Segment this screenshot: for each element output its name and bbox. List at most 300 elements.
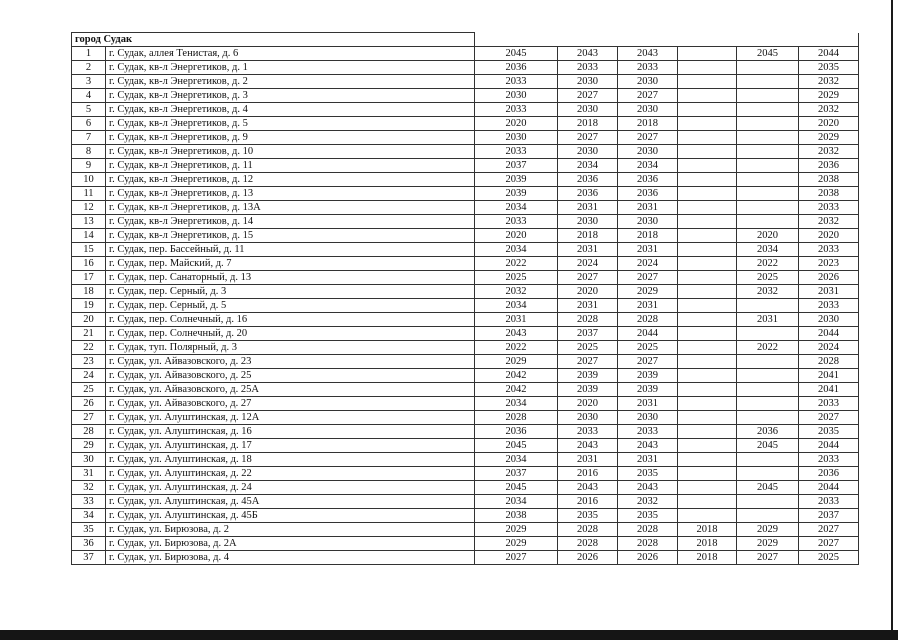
section-header-row — [72, 33, 859, 47]
scan-edge-bottom — [0, 630, 898, 640]
year-cell-4 — [678, 341, 737, 355]
year-cell-4 — [678, 439, 737, 453]
housing-schedule-table — [71, 32, 859, 565]
year-cell-6: 2033 — [799, 243, 859, 257]
year-cell-1: 2025 — [475, 271, 558, 285]
year-cell-3: 2039 — [618, 383, 678, 397]
address-cell: г. Судак, аллея Тенистая, д. 6 — [106, 47, 475, 61]
row-number: 3 — [72, 75, 106, 89]
table-row — [72, 243, 859, 257]
year-cell-4 — [678, 383, 737, 397]
year-cell-4 — [678, 285, 737, 299]
table-row — [72, 397, 859, 411]
year-cell-4 — [678, 131, 737, 145]
year-cell-5 — [737, 495, 799, 509]
table-row — [72, 467, 859, 481]
table-row — [72, 103, 859, 117]
address-cell: г. Судак, кв-л Энергетиков, д. 4 — [106, 103, 475, 117]
year-cell-5: 2020 — [737, 229, 799, 243]
year-cell-5: 2045 — [737, 481, 799, 495]
year-cell-1: 2045 — [475, 481, 558, 495]
table-row — [72, 341, 859, 355]
table-row — [72, 439, 859, 453]
year-cell-1: 2027 — [475, 551, 558, 565]
table-row — [72, 481, 859, 495]
table-row — [72, 271, 859, 285]
year-cell-4 — [678, 453, 737, 467]
year-cell-5 — [737, 173, 799, 187]
year-cell-2: 2031 — [558, 453, 618, 467]
year-cell-3: 2031 — [618, 397, 678, 411]
year-cell-2: 2016 — [558, 495, 618, 509]
year-cell-3: 2039 — [618, 369, 678, 383]
year-cell-3: 2028 — [618, 537, 678, 551]
year-cell-4 — [678, 159, 737, 173]
year-cell-4 — [678, 47, 737, 61]
year-cell-6: 2025 — [799, 551, 859, 565]
address-cell: г. Судак, кв-л Энергетиков, д. 1 — [106, 61, 475, 75]
year-cell-6: 2044 — [799, 439, 859, 453]
row-number: 10 — [72, 173, 106, 187]
year-cell-5 — [737, 467, 799, 481]
year-cell-3: 2031 — [618, 243, 678, 257]
year-cell-2: 2028 — [558, 523, 618, 537]
year-cell-3: 2030 — [618, 103, 678, 117]
table-row — [72, 257, 859, 271]
table-body — [72, 47, 859, 565]
year-cell-1: 2033 — [475, 103, 558, 117]
table-row — [72, 215, 859, 229]
year-cell-1: 2036 — [475, 61, 558, 75]
table-row — [72, 383, 859, 397]
table-row — [72, 425, 859, 439]
scan-edge-right — [891, 0, 893, 632]
year-cell-4 — [678, 467, 737, 481]
year-cell-3: 2043 — [618, 439, 678, 453]
table-row — [72, 355, 859, 369]
year-cell-4 — [678, 215, 737, 229]
row-number: 29 — [72, 439, 106, 453]
year-cell-4 — [678, 369, 737, 383]
row-number: 14 — [72, 229, 106, 243]
address-cell: г. Судак, ул. Алуштинская, д. 22 — [106, 467, 475, 481]
year-cell-6: 2029 — [799, 131, 859, 145]
row-number: 30 — [72, 453, 106, 467]
year-cell-2: 2031 — [558, 299, 618, 313]
address-cell: г. Судак, пер. Солнечный, д. 20 — [106, 327, 475, 341]
row-number: 33 — [72, 495, 106, 509]
year-cell-2: 2030 — [558, 103, 618, 117]
year-cell-5 — [737, 75, 799, 89]
year-cell-2: 2020 — [558, 397, 618, 411]
year-cell-6: 2020 — [799, 117, 859, 131]
year-cell-6: 2023 — [799, 257, 859, 271]
year-cell-2: 2033 — [558, 425, 618, 439]
year-cell-1: 2029 — [475, 537, 558, 551]
year-cell-1: 2042 — [475, 369, 558, 383]
address-cell: г. Судак, ул. Айвазовского, д. 23 — [106, 355, 475, 369]
address-cell: г. Судак, кв-л Энергетиков, д. 13А — [106, 201, 475, 215]
year-cell-4 — [678, 411, 737, 425]
row-number: 22 — [72, 341, 106, 355]
year-cell-5 — [737, 131, 799, 145]
table-row — [72, 187, 859, 201]
year-cell-2: 2034 — [558, 159, 618, 173]
year-cell-4 — [678, 257, 737, 271]
year-cell-1: 2030 — [475, 131, 558, 145]
year-cell-1: 2030 — [475, 89, 558, 103]
table-row — [72, 229, 859, 243]
year-cell-3: 2030 — [618, 215, 678, 229]
address-cell: г. Судак, ул. Бирюзова, д. 2А — [106, 537, 475, 551]
address-cell: г. Судак, ул. Бирюзова, д. 2 — [106, 523, 475, 537]
table-row — [72, 523, 859, 537]
year-cell-3: 2033 — [618, 425, 678, 439]
year-cell-2: 2030 — [558, 145, 618, 159]
row-number: 8 — [72, 145, 106, 159]
year-cell-5 — [737, 355, 799, 369]
year-cell-3: 2028 — [618, 523, 678, 537]
table-row — [72, 313, 859, 327]
table-row — [72, 145, 859, 159]
year-cell-4 — [678, 355, 737, 369]
year-cell-6: 2036 — [799, 159, 859, 173]
year-cell-1: 2043 — [475, 327, 558, 341]
address-cell: г. Судак, кв-л Энергетиков, д. 11 — [106, 159, 475, 173]
year-cell-1: 2039 — [475, 187, 558, 201]
year-cell-2: 2024 — [558, 257, 618, 271]
year-cell-5 — [737, 215, 799, 229]
year-cell-4 — [678, 103, 737, 117]
row-number: 36 — [72, 537, 106, 551]
year-cell-6: 2033 — [799, 397, 859, 411]
year-cell-2: 2027 — [558, 271, 618, 285]
year-cell-3: 2027 — [618, 271, 678, 285]
year-cell-6: 2033 — [799, 201, 859, 215]
row-number: 28 — [72, 425, 106, 439]
year-cell-6: 2033 — [799, 453, 859, 467]
year-cell-2: 2036 — [558, 173, 618, 187]
year-cell-2: 2037 — [558, 327, 618, 341]
year-cell-1: 2034 — [475, 453, 558, 467]
year-cell-6: 2027 — [799, 523, 859, 537]
year-cell-2: 2030 — [558, 411, 618, 425]
year-cell-5: 2027 — [737, 551, 799, 565]
year-cell-2: 2036 — [558, 187, 618, 201]
year-cell-6: 2032 — [799, 145, 859, 159]
address-cell: г. Судак, кв-л Энергетиков, д. 12 — [106, 173, 475, 187]
row-number: 5 — [72, 103, 106, 117]
year-cell-2: 2030 — [558, 215, 618, 229]
year-cell-2: 2039 — [558, 369, 618, 383]
address-cell: г. Судак, кв-л Энергетиков, д. 13 — [106, 187, 475, 201]
year-cell-1: 2032 — [475, 285, 558, 299]
address-cell: г. Судак, пер. Майский, д. 7 — [106, 257, 475, 271]
address-cell: г. Судак, ул. Алуштинская, д. 45А — [106, 495, 475, 509]
year-cell-4 — [678, 271, 737, 285]
row-number: 7 — [72, 131, 106, 145]
row-number: 34 — [72, 509, 106, 523]
year-cell-4: 2018 — [678, 523, 737, 537]
year-cell-3: 2018 — [618, 229, 678, 243]
year-cell-6: 2026 — [799, 271, 859, 285]
year-cell-3: 2027 — [618, 355, 678, 369]
year-cell-3: 2030 — [618, 75, 678, 89]
year-cell-6: 2027 — [799, 537, 859, 551]
year-cell-1: 2034 — [475, 243, 558, 257]
address-cell: г. Судак, ул. Айвазовского, д. 27 — [106, 397, 475, 411]
table-row — [72, 131, 859, 145]
year-cell-6: 2032 — [799, 215, 859, 229]
year-cell-6: 2033 — [799, 495, 859, 509]
year-cell-5: 2036 — [737, 425, 799, 439]
year-cell-2: 2035 — [558, 509, 618, 523]
year-cell-5 — [737, 103, 799, 117]
year-cell-3: 2028 — [618, 313, 678, 327]
address-cell: г. Судак, кв-л Энергетиков, д. 9 — [106, 131, 475, 145]
row-number: 24 — [72, 369, 106, 383]
year-cell-1: 2038 — [475, 509, 558, 523]
year-cell-5 — [737, 61, 799, 75]
year-cell-2: 2028 — [558, 313, 618, 327]
year-cell-6: 2038 — [799, 173, 859, 187]
year-cell-4 — [678, 495, 737, 509]
address-cell: г. Судак, туп. Полярный, д. 3 — [106, 341, 475, 355]
year-cell-1: 2045 — [475, 439, 558, 453]
year-cell-3: 2043 — [618, 47, 678, 61]
year-cell-6: 2044 — [799, 47, 859, 61]
year-cell-5 — [737, 187, 799, 201]
year-cell-1: 2022 — [475, 257, 558, 271]
year-cell-3: 2030 — [618, 411, 678, 425]
section-header-filler — [475, 33, 859, 47]
year-cell-5: 2032 — [737, 285, 799, 299]
table-row — [72, 201, 859, 215]
year-cell-3: 2035 — [618, 509, 678, 523]
row-number: 6 — [72, 117, 106, 131]
year-cell-6: 2041 — [799, 383, 859, 397]
year-cell-1: 2033 — [475, 215, 558, 229]
year-cell-1: 2033 — [475, 75, 558, 89]
table-row — [72, 61, 859, 75]
year-cell-5: 2045 — [737, 47, 799, 61]
address-cell: г. Судак, ул. Айвазовского, д. 25 — [106, 369, 475, 383]
year-cell-1: 2034 — [475, 397, 558, 411]
row-number: 21 — [72, 327, 106, 341]
year-cell-2: 2027 — [558, 89, 618, 103]
year-cell-5 — [737, 89, 799, 103]
year-cell-5: 2029 — [737, 523, 799, 537]
year-cell-4 — [678, 481, 737, 495]
address-cell: г. Судак, ул. Алуштинская, д. 45Б — [106, 509, 475, 523]
year-cell-3: 2043 — [618, 481, 678, 495]
row-number: 12 — [72, 201, 106, 215]
year-cell-1: 2020 — [475, 117, 558, 131]
address-cell: г. Судак, кв-л Энергетиков, д. 5 — [106, 117, 475, 131]
year-cell-5 — [737, 453, 799, 467]
table-row — [72, 369, 859, 383]
row-number: 2 — [72, 61, 106, 75]
year-cell-5 — [737, 383, 799, 397]
year-cell-4 — [678, 117, 737, 131]
year-cell-3: 2026 — [618, 551, 678, 565]
year-cell-3: 2044 — [618, 327, 678, 341]
year-cell-1: 2036 — [475, 425, 558, 439]
year-cell-3: 2031 — [618, 299, 678, 313]
year-cell-1: 2037 — [475, 159, 558, 173]
year-cell-2: 2043 — [558, 481, 618, 495]
year-cell-6: 2044 — [799, 481, 859, 495]
year-cell-5 — [737, 159, 799, 173]
row-number: 13 — [72, 215, 106, 229]
year-cell-4 — [678, 229, 737, 243]
year-cell-3: 2036 — [618, 173, 678, 187]
year-cell-6: 2038 — [799, 187, 859, 201]
row-number: 9 — [72, 159, 106, 173]
year-cell-5 — [737, 201, 799, 215]
year-cell-5 — [737, 509, 799, 523]
row-number: 25 — [72, 383, 106, 397]
year-cell-4 — [678, 425, 737, 439]
address-cell: г. Судак, ул. Алуштинская, д. 12А — [106, 411, 475, 425]
row-number: 20 — [72, 313, 106, 327]
year-cell-4: 2018 — [678, 537, 737, 551]
year-cell-2: 2025 — [558, 341, 618, 355]
table-row — [72, 285, 859, 299]
year-cell-6: 2020 — [799, 229, 859, 243]
year-cell-4 — [678, 145, 737, 159]
year-cell-6: 2032 — [799, 75, 859, 89]
year-cell-2: 2031 — [558, 243, 618, 257]
year-cell-2: 2028 — [558, 537, 618, 551]
year-cell-1: 2031 — [475, 313, 558, 327]
year-cell-3: 2029 — [618, 285, 678, 299]
year-cell-2: 2039 — [558, 383, 618, 397]
row-number: 16 — [72, 257, 106, 271]
year-cell-6: 2031 — [799, 285, 859, 299]
year-cell-1: 2022 — [475, 341, 558, 355]
row-number: 4 — [72, 89, 106, 103]
year-cell-6: 2044 — [799, 327, 859, 341]
year-cell-4: 2018 — [678, 551, 737, 565]
year-cell-1: 2033 — [475, 145, 558, 159]
year-cell-2: 2031 — [558, 201, 618, 215]
year-cell-5 — [737, 369, 799, 383]
year-cell-1: 2034 — [475, 495, 558, 509]
row-number: 31 — [72, 467, 106, 481]
year-cell-6: 2032 — [799, 103, 859, 117]
year-cell-3: 2033 — [618, 61, 678, 75]
table-row — [72, 89, 859, 103]
address-cell: г. Судак, ул. Алуштинская, д. 18 — [106, 453, 475, 467]
year-cell-3: 2031 — [618, 201, 678, 215]
year-cell-2: 2018 — [558, 117, 618, 131]
year-cell-6: 2030 — [799, 313, 859, 327]
year-cell-4 — [678, 327, 737, 341]
year-cell-1: 2029 — [475, 355, 558, 369]
table-row — [72, 117, 859, 131]
row-number: 19 — [72, 299, 106, 313]
address-cell: г. Судак, пер. Бассейный, д. 11 — [106, 243, 475, 257]
address-cell: г. Судак, пер. Санаторный, д. 13 — [106, 271, 475, 285]
year-cell-6: 2028 — [799, 355, 859, 369]
year-cell-4 — [678, 75, 737, 89]
address-cell: г. Судак, ул. Бирюзова, д. 4 — [106, 551, 475, 565]
year-cell-1: 2042 — [475, 383, 558, 397]
year-cell-5 — [737, 299, 799, 313]
table-row — [72, 495, 859, 509]
year-cell-3: 2027 — [618, 131, 678, 145]
year-cell-4 — [678, 187, 737, 201]
address-cell: г. Судак, пер. Серный, д. 5 — [106, 299, 475, 313]
year-cell-6: 2033 — [799, 299, 859, 313]
year-cell-4 — [678, 173, 737, 187]
row-number: 35 — [72, 523, 106, 537]
year-cell-2: 2033 — [558, 61, 618, 75]
table-row — [72, 453, 859, 467]
year-cell-5: 2034 — [737, 243, 799, 257]
year-cell-6: 2035 — [799, 425, 859, 439]
table-row — [72, 411, 859, 425]
year-cell-5 — [737, 411, 799, 425]
year-cell-6: 2036 — [799, 467, 859, 481]
year-cell-2: 2020 — [558, 285, 618, 299]
year-cell-5: 2029 — [737, 537, 799, 551]
year-cell-5 — [737, 145, 799, 159]
year-cell-5: 2022 — [737, 257, 799, 271]
row-number: 27 — [72, 411, 106, 425]
table-row — [72, 47, 859, 61]
year-cell-4 — [678, 397, 737, 411]
year-cell-3: 2034 — [618, 159, 678, 173]
table-row — [72, 173, 859, 187]
table-row — [72, 509, 859, 523]
row-number: 32 — [72, 481, 106, 495]
year-cell-4 — [678, 243, 737, 257]
year-cell-4 — [678, 299, 737, 313]
row-number: 17 — [72, 271, 106, 285]
year-cell-3: 2031 — [618, 453, 678, 467]
row-number: 23 — [72, 355, 106, 369]
address-cell: г. Судак, пер. Солнечный, д. 16 — [106, 313, 475, 327]
year-cell-3: 2018 — [618, 117, 678, 131]
address-cell: г. Судак, ул. Алуштинская, д. 16 — [106, 425, 475, 439]
year-cell-5 — [737, 397, 799, 411]
row-number: 18 — [72, 285, 106, 299]
year-cell-3: 2032 — [618, 495, 678, 509]
year-cell-1: 2037 — [475, 467, 558, 481]
row-number: 1 — [72, 47, 106, 61]
year-cell-5 — [737, 327, 799, 341]
year-cell-2: 2027 — [558, 131, 618, 145]
year-cell-4 — [678, 61, 737, 75]
year-cell-3: 2027 — [618, 89, 678, 103]
year-cell-6: 2037 — [799, 509, 859, 523]
year-cell-5: 2045 — [737, 439, 799, 453]
address-cell: г. Судак, ул. Алуштинская, д. 17 — [106, 439, 475, 453]
year-cell-4 — [678, 509, 737, 523]
year-cell-3: 2025 — [618, 341, 678, 355]
year-cell-6: 2035 — [799, 61, 859, 75]
address-cell: г. Судак, кв-л Энергетиков, д. 3 — [106, 89, 475, 103]
year-cell-1: 2020 — [475, 229, 558, 243]
year-cell-2: 2043 — [558, 47, 618, 61]
year-cell-1: 2034 — [475, 201, 558, 215]
address-cell: г. Судак, ул. Алуштинская, д. 24 — [106, 481, 475, 495]
year-cell-1: 2039 — [475, 173, 558, 187]
year-cell-2: 2018 — [558, 229, 618, 243]
row-number: 11 — [72, 187, 106, 201]
